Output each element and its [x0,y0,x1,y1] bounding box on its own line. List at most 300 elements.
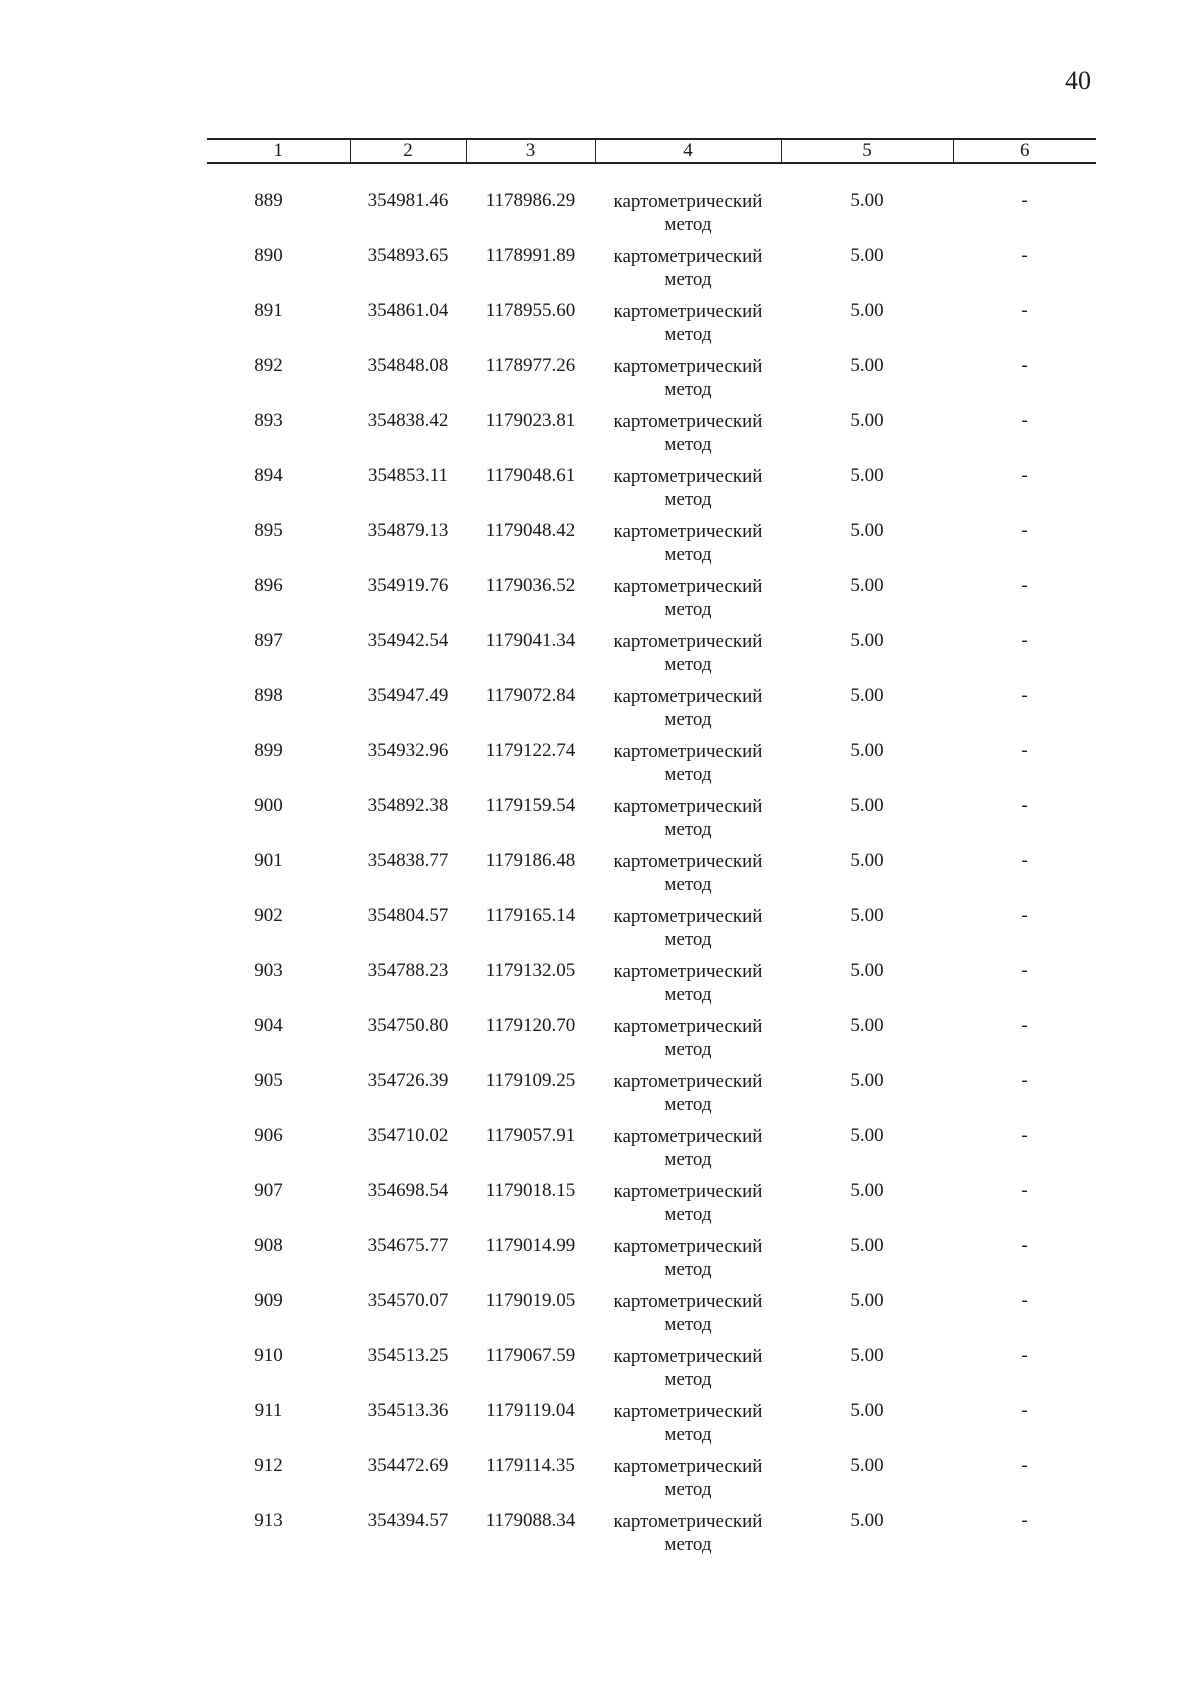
table-row [207,905,1096,960]
method-line-2: метод [664,379,712,400]
point-number: 909 [254,1290,283,1311]
accuracy-value: 5.00 [850,1290,884,1311]
x-coordinate: 354513.25 [367,1345,449,1366]
note-value: - [1021,1510,1028,1531]
accuracy-cell [781,905,953,960]
table-row [207,465,1096,520]
x-coordinate-cell [350,795,466,850]
method-cell [595,1070,781,1125]
accuracy-value: 5.00 [850,795,884,816]
method-cell [595,905,781,960]
y-coordinate: 1179186.48 [485,850,576,871]
method-line-1: картометрический [613,466,763,487]
y-coordinate-cell [466,905,595,960]
accuracy-cell [781,245,953,300]
accuracy-value: 5.00 [850,685,884,706]
point-number-cell [207,575,350,630]
method-line-2: метод [664,269,712,290]
x-coordinate-cell [350,1455,466,1510]
accuracy-cell [781,1180,953,1235]
method-cell [595,1455,781,1510]
method-line-1: картометрический [613,576,763,597]
point-number-cell [207,1125,350,1180]
y-coordinate-cell [466,1180,595,1235]
method-line-1: картометрический [613,741,763,762]
point-number-cell [207,1455,350,1510]
x-coordinate: 354853.11 [367,465,449,486]
method-line-2: метод [664,489,712,510]
point-number-cell [207,245,350,300]
y-coordinate-cell [466,960,595,1015]
method-line-1: картометрический [613,246,763,267]
y-coordinate-cell [466,300,595,355]
note-value: - [1021,1235,1028,1256]
method-line-1: картометрический [613,1511,763,1532]
point-number: 911 [254,1400,283,1421]
method-cell [595,1015,781,1070]
table-row [207,1510,1096,1565]
accuracy-cell [781,1070,953,1125]
column-header-4: 4 [595,139,781,163]
accuracy-value: 5.00 [850,575,884,596]
coordinates-table [207,138,1096,1565]
method-line-2: метод [664,764,712,785]
y-coordinate: 1179036.52 [485,575,576,596]
point-number-cell [207,850,350,905]
y-coordinate: 1179014.99 [485,1235,576,1256]
point-number-cell [207,905,350,960]
note-cell [953,740,1096,795]
method-line-1: картометрический [613,521,763,542]
note-value: - [1021,960,1028,981]
accuracy-value: 5.00 [850,850,884,871]
table-body [207,163,1096,1565]
point-number-cell [207,960,350,1015]
point-number-cell [207,795,350,850]
note-value: - [1021,1070,1028,1091]
method-line-2: метод [664,599,712,620]
x-coordinate-cell [350,850,466,905]
method-line-2: метод [664,984,712,1005]
method-cell [595,245,781,300]
table-row [207,960,1096,1015]
method-line-1: картометрический [613,411,763,432]
method-line-2: метод [664,1094,712,1115]
method-line-1: картометрический [613,191,763,212]
column-header-3: 3 [466,139,595,163]
table-row [207,850,1096,905]
y-coordinate: 1179119.04 [486,1400,575,1421]
note-cell [953,1510,1096,1565]
method-line-1: картометрический [613,1401,763,1422]
accuracy-value: 5.00 [850,960,884,981]
note-value: - [1021,575,1028,596]
x-coordinate: 354726.39 [367,1070,449,1091]
y-coordinate-cell [466,1400,595,1455]
point-number: 910 [254,1345,283,1366]
accuracy-value: 5.00 [850,1125,884,1146]
note-value: - [1021,630,1028,651]
accuracy-cell [781,1400,953,1455]
note-cell [953,300,1096,355]
point-number: 895 [254,520,283,541]
x-coordinate: 354698.54 [367,1180,449,1201]
note-cell [953,355,1096,410]
accuracy-cell [781,1290,953,1345]
x-coordinate: 354848.08 [367,355,449,376]
accuracy-cell [781,1455,953,1510]
note-cell [953,1400,1096,1455]
y-coordinate: 1179019.05 [485,1290,576,1311]
method-line-1: картометрический [613,1016,763,1037]
header-row [207,139,1096,163]
y-coordinate: 1179072.84 [485,685,576,706]
column-header-6: 6 [953,139,1096,163]
note-value: - [1021,1290,1028,1311]
method-cell [595,520,781,575]
x-coordinate-cell [350,355,466,410]
method-line-2: метод [664,1479,712,1500]
point-number: 912 [254,1455,283,1476]
note-value: - [1021,520,1028,541]
x-coordinate-cell [350,245,466,300]
method-line-2: метод [664,1149,712,1170]
y-coordinate: 1179109.25 [485,1070,576,1091]
table-row [207,1345,1096,1400]
method-cell [595,1400,781,1455]
x-coordinate-cell [350,163,466,245]
note-cell [953,685,1096,740]
x-coordinate-cell [350,905,466,960]
x-coordinate-cell [350,685,466,740]
y-coordinate: 1179114.35 [486,1455,575,1476]
accuracy-value: 5.00 [850,1400,884,1421]
note-cell [953,1235,1096,1290]
accuracy-value: 5.00 [850,630,884,651]
note-cell [953,1015,1096,1070]
method-line-2: метод [664,1534,712,1555]
accuracy-cell [781,850,953,905]
method-cell [595,630,781,685]
y-coordinate: 1179048.42 [485,520,576,541]
y-coordinate-cell [466,1510,595,1565]
method-line-1: картометрический [613,686,763,707]
table-row [207,410,1096,465]
x-coordinate: 354394.57 [367,1510,449,1531]
point-number-cell [207,630,350,685]
x-coordinate-cell [350,1070,466,1125]
point-number: 900 [254,795,283,816]
method-line-2: метод [664,544,712,565]
x-coordinate-cell [350,630,466,685]
point-number: 902 [254,905,283,926]
y-coordinate-cell [466,1290,595,1345]
point-number-cell [207,685,350,740]
y-coordinate: 1179159.54 [485,795,576,816]
method-line-2: метод [664,874,712,895]
accuracy-cell [781,1015,953,1070]
point-number-cell [207,355,350,410]
point-number: 893 [254,410,283,431]
note-value: - [1021,190,1028,211]
method-cell [595,1345,781,1400]
method-line-1: картометрический [613,1181,763,1202]
x-coordinate: 354750.80 [367,1015,449,1036]
method-line-2: метод [664,929,712,950]
accuracy-cell [781,960,953,1015]
method-cell [595,740,781,795]
x-coordinate: 354892.38 [367,795,449,816]
y-coordinate: 1179023.81 [485,410,576,431]
method-line-2: метод [664,1204,712,1225]
point-number: 906 [254,1125,283,1146]
y-coordinate-cell [466,685,595,740]
x-coordinate: 354947.49 [367,685,449,706]
y-coordinate: 1179057.91 [485,1125,576,1146]
x-coordinate-cell [350,1235,466,1290]
method-cell [595,1510,781,1565]
note-value: - [1021,355,1028,376]
x-coordinate: 354919.76 [367,575,449,596]
method-line-1: картометрический [613,796,763,817]
accuracy-value: 5.00 [850,245,884,266]
point-number: 907 [254,1180,283,1201]
method-cell [595,1290,781,1345]
accuracy-cell [781,163,953,245]
point-number-cell [207,1235,350,1290]
table-row [207,520,1096,575]
point-number: 889 [254,190,283,211]
y-coordinate-cell [466,1125,595,1180]
point-number-cell [207,520,350,575]
x-coordinate-cell [350,1510,466,1565]
point-number-cell [207,163,350,245]
method-cell [595,850,781,905]
point-number: 899 [254,740,283,761]
point-number-cell [207,465,350,520]
table-row [207,1125,1096,1180]
point-number: 897 [254,630,283,651]
y-coordinate: 1179165.14 [485,905,576,926]
table-row [207,630,1096,685]
note-cell [953,850,1096,905]
x-coordinate: 354804.57 [367,905,449,926]
table-row [207,1015,1096,1070]
x-coordinate: 354838.42 [367,410,449,431]
x-coordinate-cell [350,1290,466,1345]
point-number: 892 [254,355,283,376]
x-coordinate-cell [350,740,466,795]
y-coordinate-cell [466,1015,595,1070]
accuracy-value: 5.00 [850,1345,884,1366]
point-number-cell [207,1070,350,1125]
method-line-2: метод [664,324,712,345]
accuracy-value: 5.00 [850,355,884,376]
note-cell [953,1345,1096,1400]
x-coordinate: 354893.65 [367,245,449,266]
method-line-1: картометрический [613,961,763,982]
y-coordinate: 1178955.60 [485,300,576,321]
point-number: 891 [254,300,283,321]
point-number-cell [207,1400,350,1455]
y-coordinate: 1179041.34 [485,630,576,651]
y-coordinate: 1178977.26 [485,355,576,376]
y-coordinate-cell [466,1235,595,1290]
table-header [207,139,1096,163]
x-coordinate-cell [350,1125,466,1180]
note-value: - [1021,410,1028,431]
accuracy-cell [781,685,953,740]
method-cell [595,465,781,520]
point-number-cell [207,1015,350,1070]
accuracy-value: 5.00 [850,190,884,211]
method-cell [595,960,781,1015]
note-value: - [1021,1180,1028,1201]
y-coordinate-cell [466,520,595,575]
page-number: 40 [1065,66,1091,95]
accuracy-cell [781,465,953,520]
method-line-2: метод [664,709,712,730]
x-coordinate: 354838.77 [367,850,449,871]
method-line-1: картометрический [613,301,763,322]
note-value: - [1021,795,1028,816]
method-cell [595,1180,781,1235]
y-coordinate-cell [466,740,595,795]
table-row [207,740,1096,795]
accuracy-value: 5.00 [850,1510,884,1531]
y-coordinate: 1179088.34 [485,1510,576,1531]
method-line-1: картометрический [613,851,763,872]
table-row [207,1400,1096,1455]
accuracy-cell [781,1125,953,1180]
note-cell [953,905,1096,960]
point-number: 904 [254,1015,283,1036]
point-number: 894 [254,465,283,486]
note-value: - [1021,740,1028,761]
point-number-cell [207,1345,350,1400]
accuracy-value: 5.00 [850,410,884,431]
x-coordinate-cell [350,1180,466,1235]
accuracy-cell [781,630,953,685]
y-coordinate: 1179067.59 [485,1345,576,1366]
table-row [207,1070,1096,1125]
method-line-2: метод [664,1424,712,1445]
y-coordinate-cell [466,850,595,905]
method-cell [595,1125,781,1180]
note-cell [953,795,1096,850]
column-header-5: 5 [781,139,953,163]
x-coordinate: 354932.96 [367,740,449,761]
method-line-2: метод [664,1259,712,1280]
table-row [207,1235,1096,1290]
note-value: - [1021,905,1028,926]
accuracy-cell [781,355,953,410]
x-coordinate-cell [350,410,466,465]
accuracy-value: 5.00 [850,1070,884,1091]
note-cell [953,520,1096,575]
note-cell [953,575,1096,630]
table-row [207,163,1096,245]
y-coordinate: 1179048.61 [485,465,576,486]
point-number-cell [207,1180,350,1235]
x-coordinate-cell [350,1015,466,1070]
method-line-1: картометрический [613,906,763,927]
point-number: 898 [254,685,283,706]
y-coordinate-cell [466,575,595,630]
accuracy-cell [781,740,953,795]
x-coordinate: 354879.13 [367,520,449,541]
accuracy-cell [781,300,953,355]
accuracy-cell [781,795,953,850]
y-coordinate-cell [466,1345,595,1400]
method-cell [595,163,781,245]
note-cell [953,465,1096,520]
note-cell [953,1455,1096,1510]
method-line-1: картометрический [613,1456,763,1477]
note-value: - [1021,1125,1028,1146]
note-cell [953,1070,1096,1125]
x-coordinate-cell [350,575,466,630]
y-coordinate-cell [466,245,595,300]
method-line-2: метод [664,654,712,675]
method-cell [595,410,781,465]
note-cell [953,245,1096,300]
note-value: - [1021,850,1028,871]
point-number-cell [207,740,350,795]
note-cell [953,1290,1096,1345]
y-coordinate-cell [466,355,595,410]
y-coordinate-cell [466,795,595,850]
x-coordinate: 354942.54 [367,630,449,651]
y-coordinate-cell [466,1070,595,1125]
accuracy-value: 5.00 [850,520,884,541]
method-line-1: картометрический [613,1236,763,1257]
x-coordinate-cell [350,300,466,355]
note-value: - [1021,685,1028,706]
x-coordinate: 354513.36 [367,1400,449,1421]
note-cell [953,410,1096,465]
y-coordinate: 1179120.70 [485,1015,576,1036]
table-row [207,1180,1096,1235]
note-value: - [1021,1015,1028,1036]
accuracy-value: 5.00 [850,300,884,321]
point-number: 896 [254,575,283,596]
y-coordinate-cell [466,410,595,465]
accuracy-value: 5.00 [850,1015,884,1036]
y-coordinate-cell [466,465,595,520]
x-coordinate: 354472.69 [367,1455,449,1476]
accuracy-value: 5.00 [850,1455,884,1476]
x-coordinate-cell [350,1400,466,1455]
point-number-cell [207,300,350,355]
table-row [207,575,1096,630]
table-row [207,1290,1096,1345]
method-cell [595,300,781,355]
table-row [207,795,1096,850]
point-number: 905 [254,1070,283,1091]
table-row [207,685,1096,740]
note-cell [953,960,1096,1015]
point-number-cell [207,410,350,465]
accuracy-cell [781,520,953,575]
accuracy-value: 5.00 [850,465,884,486]
method-line-2: метод [664,1039,712,1060]
method-cell [595,685,781,740]
table-row [207,300,1096,355]
accuracy-value: 5.00 [850,740,884,761]
x-coordinate: 354570.07 [367,1290,449,1311]
point-number-cell [207,1290,350,1345]
